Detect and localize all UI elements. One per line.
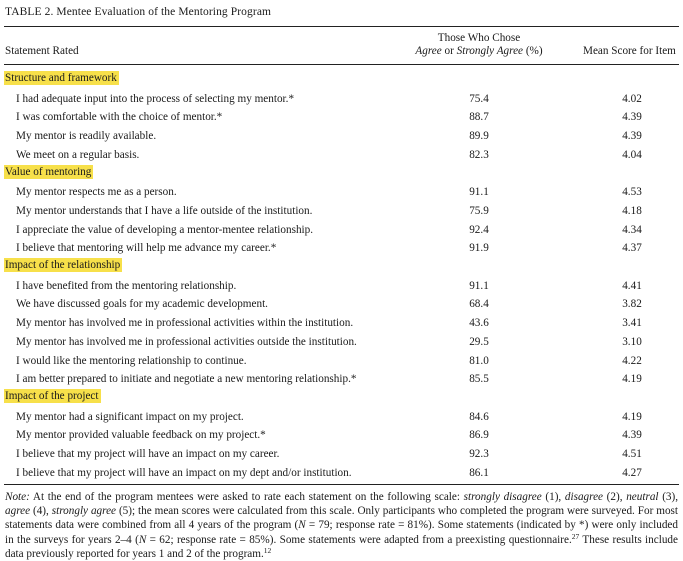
mean-score-cell: 4.19 — [622, 373, 642, 386]
note-text: At the end of the program mentees were asked to rate each statement on the following scale: — [29, 491, 464, 503]
table-row — [0, 185, 683, 203]
table-row — [0, 447, 683, 465]
mean-score-cell: 4.04 — [622, 148, 642, 161]
table-note — [5, 490, 678, 561]
header-pct-strongly: Strongly Agree — [456, 45, 524, 57]
scale-term: strongly disagree — [463, 491, 542, 503]
percent-cell: 89.9 — [469, 130, 489, 143]
table-row — [0, 110, 683, 128]
table-row — [0, 372, 683, 390]
table-row — [0, 223, 683, 241]
note-text: = 79; response rate = 81%). Some statements (indicated by *) were only included in the surveys for years 2–4 ( — [5, 519, 678, 546]
mean-score-cell: 4.22 — [622, 354, 642, 367]
statement-cell: My mentor provided valuable feedback on my project.* — [16, 429, 266, 442]
table-row — [0, 466, 683, 484]
statement-cell: We meet on a regular basis. — [16, 148, 140, 161]
header-pct-line2 — [396, 45, 562, 57]
header-statement: Statement Rated — [5, 45, 79, 57]
mean-score-cell: 4.27 — [622, 466, 642, 479]
header-pct-or: or — [444, 45, 454, 57]
mean-score-cell: 4.39 — [622, 429, 642, 442]
statement-cell: I had adequate input into the process of selecting my mentor.* — [16, 92, 295, 105]
statement-cell: I believe that my project will have an impact on my dept and/or institution. — [16, 466, 352, 479]
header-pct-unit: (%) — [525, 45, 543, 57]
section-heading: Structure and framework — [5, 72, 117, 84]
table-row — [0, 316, 683, 334]
statement-cell: My mentor respects me as a person. — [16, 186, 177, 199]
scale-term: agree — [5, 505, 31, 518]
statement-cell: My mentor had a significant impact on my project. — [16, 410, 244, 423]
mean-score-cell: 4.18 — [622, 204, 642, 217]
statement-cell: We have discussed goals for my academic development. — [16, 298, 268, 311]
table-caption: TABLE 2. Mentee Evaluation of the Mentoring Program — [5, 6, 272, 18]
bottom-rule — [4, 484, 679, 485]
percent-cell: 82.3 — [469, 148, 489, 161]
percent-cell: 81.0 — [469, 354, 489, 367]
percent-cell: 75.9 — [469, 204, 489, 217]
statement-cell: I have benefited from the mentoring relationship. — [16, 279, 237, 292]
percent-cell: 29.5 — [469, 335, 489, 348]
table-row — [0, 129, 683, 147]
table-row — [0, 241, 683, 259]
mean-score-cell: 4.53 — [622, 186, 642, 199]
n-symbol: N — [138, 533, 147, 546]
statement-cell: My mentor is readily available. — [16, 130, 157, 143]
percent-cell: 91.9 — [469, 242, 489, 255]
header-rule — [4, 64, 679, 65]
table-row — [0, 354, 683, 372]
header-mean: Mean Score for Item — [583, 45, 676, 57]
table-row — [0, 204, 683, 222]
section-heading: Impact of the relationship — [5, 259, 121, 271]
table-row — [0, 148, 683, 166]
note-text: (4), — [30, 505, 52, 518]
note-text: (2), — [603, 491, 627, 503]
statement-cell: My mentor has involved me in professional activities within the institution. — [16, 317, 354, 330]
percent-cell: 86.1 — [469, 466, 489, 479]
statement-cell: My mentor understands that I have a life outside of the institution. — [16, 204, 313, 217]
percent-cell: 68.4 — [469, 298, 489, 311]
percent-cell: 92.3 — [469, 448, 489, 460]
scale-term: disagree — [564, 491, 604, 503]
n-symbol: N — [298, 519, 306, 532]
reference-superscript: 12 — [263, 545, 272, 555]
table-row — [0, 92, 683, 110]
mean-score-cell: 4.39 — [622, 111, 642, 124]
percent-cell: 91.1 — [469, 279, 489, 292]
header-pct-line1: Those Who Chose — [437, 32, 521, 44]
table-row — [0, 428, 683, 446]
note-text: = 62; response rate = 85%). Some statements were adapted from a preexisting questionnaire. — [146, 533, 572, 546]
table-row — [0, 335, 683, 353]
table-row — [0, 297, 683, 315]
section-heading: Value of mentoring — [5, 165, 92, 178]
mean-score-cell: 4.37 — [622, 242, 642, 255]
statement-cell: I was comfortable with the choice of mentor.* — [16, 111, 223, 124]
mean-score-cell: 4.39 — [622, 130, 642, 143]
mean-score-cell: 3.41 — [622, 317, 642, 330]
mean-score-cell: 4.41 — [622, 279, 642, 292]
percent-cell: 86.9 — [469, 429, 489, 442]
mean-score-cell: 4.19 — [622, 410, 642, 423]
note-text: (3), — [658, 491, 679, 503]
percent-cell: 43.6 — [469, 317, 489, 330]
top-rule — [4, 26, 679, 27]
section-heading: Impact of the project — [5, 389, 99, 402]
header-pct-agree: Agree — [415, 45, 442, 57]
percent-cell: 85.5 — [469, 373, 489, 386]
statement-cell: I am better prepared to initiate and negotiate a new mentoring relationship.* — [16, 373, 357, 386]
statement-cell: My mentor has involved me in professional activities outside the institution. — [16, 335, 357, 348]
percent-cell: 91.1 — [469, 186, 489, 199]
percent-cell: 84.6 — [469, 410, 489, 423]
statement-cell: I believe that my project will have an impact on my career. — [16, 448, 280, 460]
note-label: Note: — [5, 491, 30, 503]
mean-score-cell: 3.10 — [622, 335, 642, 348]
statement-cell: I appreciate the value of developing a mentor-mentee relationship. — [16, 223, 314, 236]
percent-cell: 88.7 — [469, 111, 489, 124]
statement-cell: I would like the mentoring relationship to continue. — [16, 354, 247, 367]
mean-score-cell: 4.02 — [622, 92, 642, 105]
mean-score-cell: 3.82 — [622, 298, 642, 311]
table-row — [0, 410, 683, 428]
mean-score-cell: 4.34 — [622, 223, 642, 236]
note-text: These results include data previously reported for years 1 and 2 of the program. — [5, 533, 678, 560]
note-text: (1), — [541, 491, 565, 503]
table-row — [0, 279, 683, 297]
mean-score-cell: 4.51 — [622, 448, 642, 460]
statement-cell: I believe that mentoring will help me advance my career.* — [16, 242, 277, 255]
percent-cell: 92.4 — [469, 223, 489, 236]
reference-superscript: 27 — [571, 531, 580, 541]
scale-term: neutral — [626, 491, 659, 503]
note-text: (5); the mean scores were calculated from this scale. Only participants who completed the program were surveyed. For most statements data were combined from all 4 years of the program ( — [5, 505, 678, 532]
scale-term: strongly agree — [51, 505, 117, 518]
percent-cell: 75.4 — [469, 92, 489, 105]
